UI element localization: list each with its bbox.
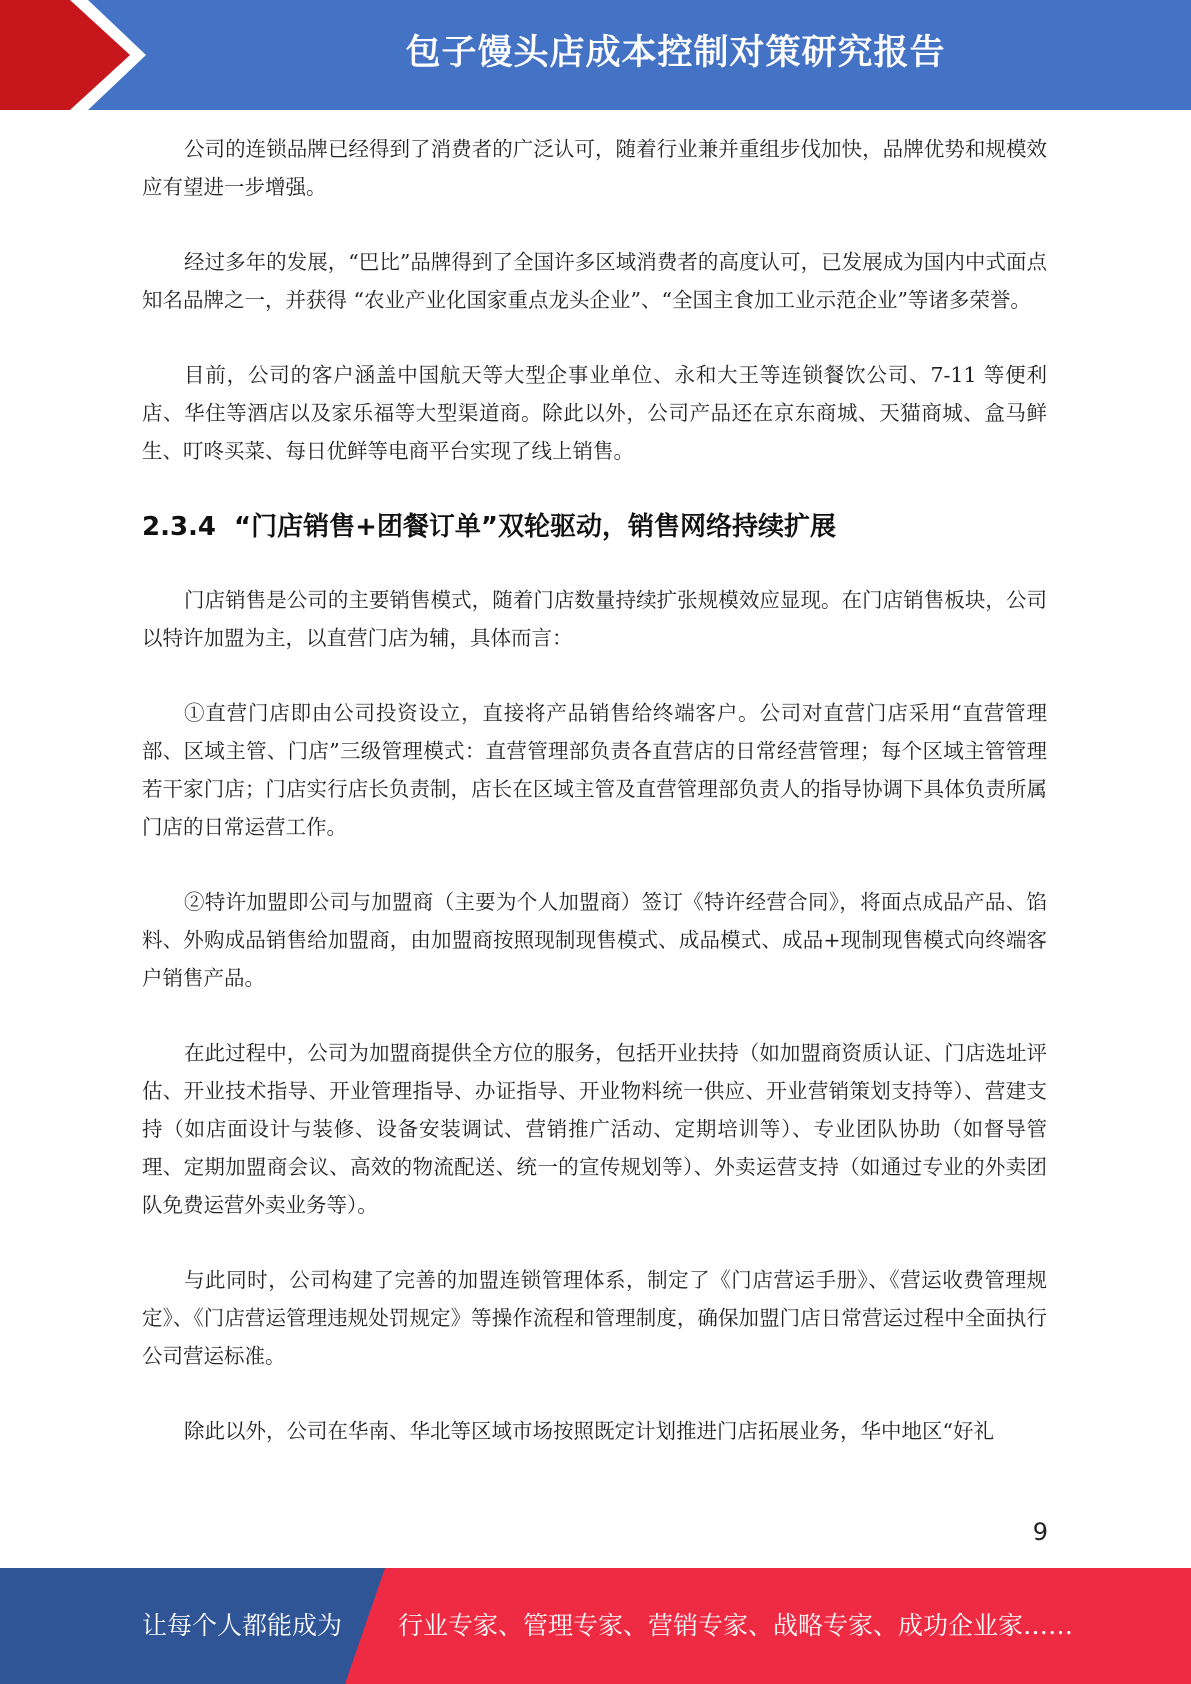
footer-slogan-right: 行业专家、管理专家、营销专家、战略专家、成功企业家……: [398, 1611, 1074, 1640]
page-header: [0, 0, 1191, 110]
section-number: 2.3.4: [142, 512, 217, 542]
section-heading: [142, 507, 1047, 547]
document-body: [142, 130, 1047, 1487]
body-paragraph: 门店销售是公司的主要销售模式，随着门店数量持续扩张规模效应显现。在门店销售板块，公司以特许加盟为主，以直营门店为辅，具体而言：: [142, 588, 1047, 650]
body-paragraph: 与此同时，公司构建了完善的加盟连锁管理体系，制定了《门店营运手册》、《营运收费管理规定》、《门店营运管理违规处罚规定》等操作流程和管理制度，确保加盟门店日常营运过程中全面执行公司营运标准。: [142, 1268, 1047, 1368]
body-paragraph: 公司的连锁品牌已经得到了消费者的广泛认可，随着行业兼并重组步伐加快，品牌优势和规模效应有望进一步增强。: [142, 137, 1047, 199]
section-title: “门店销售+团餐订单”双轮驱动，销售网络持续扩展: [234, 512, 836, 542]
report-title: 包子馒头店成本控制对策研究报告: [405, 33, 946, 73]
body-paragraph: 目前，公司的客户涵盖中国航天等大型企事业单位、永和大王等连锁餐饮公司、7-11 等便利店、华住等酒店以及家乐福等大型渠道商。除此以外，公司产品还在京东商城、天猫商城、盒马鲜生、叮咚买菜、每日优鲜等电商平台实现了线上销售。: [142, 363, 1047, 463]
header-chevron-decoration: [0, 0, 160, 110]
body-paragraph: ①直营门店即由公司投资设立，直接将产品销售给终端客户。公司对直营门店采用“直营管理部、区域主管、门店”三级管理模式：直营管理部负责各直营店的日常经营管理；每个区域主管管理若干家门店；门店实行店长负责制，店长在区域主管及直营管理部负责人的指导协调下具体负责所属门店的日常运营工作。: [142, 701, 1047, 839]
footer-slogan-left: 让每个人都能成为: [142, 1611, 343, 1640]
body-paragraph: 经过多年的发展，“巴比”品牌得到了全国许多区域消费者的高度认可，已发展成为国内中式面点知名品牌之一，并获得 “农业产业化国家重点龙头企业”、“全国主食加工业示范企业”等诸多荣誉。: [142, 250, 1047, 312]
body-paragraph: 在此过程中，公司为加盟商提供全方位的服务，包括开业扶持（如加盟商资质认证、门店选址评估、开业技术指导、开业管理指导、办证指导、开业物料统一供应、开业营销策划支持等）、营建支持（如店面设计与装修、设备安装调试、营销推广活动、定期培训等）、专业团队协助（如督导管理、定期加盟商会议、高效的物流配送、统一的宣传规划等）、外卖运营支持（如通过专业的外卖团队免费运营外卖业务等）。: [142, 1041, 1047, 1217]
body-paragraph: 除此以外，公司在华南、华北等区域市场按照既定计划推进门店拓展业务，华中地区“好礼: [184, 1419, 994, 1443]
page-footer: [0, 1568, 1191, 1684]
page-number: 9: [1032, 1518, 1048, 1546]
body-paragraph: ②特许加盟即公司与加盟商（主要为个人加盟商）签订《特许经营合同》，将面点成品产品、馅料、外购成品销售给加盟商，由加盟商按照现制现售模式、成品模式、成品+现制现售模式向终端客户销售产品。: [142, 890, 1047, 990]
